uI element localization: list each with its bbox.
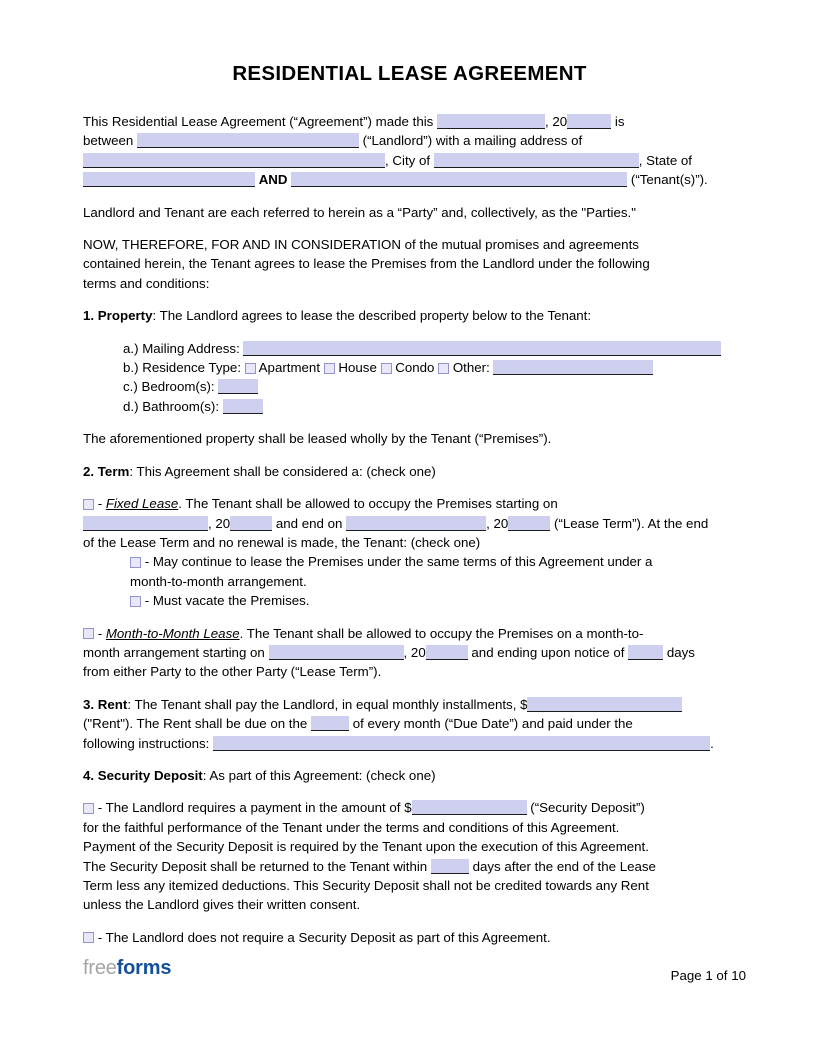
payment-instructions-field[interactable] <box>213 736 710 751</box>
text-run: - Must vacate the Premises. <box>141 593 310 609</box>
checkbox-apartment[interactable] <box>245 363 256 374</box>
month-to-month-option <box>83 624 736 682</box>
checkbox-house[interactable] <box>324 363 335 374</box>
text-run: contained herein, the Tenant agrees to lease the Premises from the Landlord under the following <box>83 256 650 272</box>
text-run: terms and conditions: <box>83 275 210 291</box>
state-field[interactable] <box>83 172 255 187</box>
text-run: , 20 <box>403 644 426 660</box>
text-line <box>83 254 736 273</box>
other-residence-type-field[interactable] <box>493 360 653 375</box>
section-2-term <box>83 462 736 481</box>
property-details-list <box>83 339 736 417</box>
text-run: Other: <box>449 360 494 376</box>
text-run: month arrangement starting on <box>83 644 269 660</box>
text-run: This Residential Lease Agreement (“Agreement”) made this <box>83 114 438 129</box>
text-run: 1. Property <box>83 308 153 324</box>
city-field[interactable] <box>434 153 639 168</box>
text-line <box>83 397 736 416</box>
agreement-day-field[interactable] <box>437 114 545 129</box>
text-run: 4. Security Deposit <box>83 767 203 783</box>
text-run: Payment of the Security Deposit is required by the Tenant upon the execution of this Agreement. <box>83 839 649 855</box>
text-line <box>83 714 736 733</box>
text-line <box>83 837 736 856</box>
text-line <box>83 170 736 189</box>
text-run: (“Landlord”) with a mailing address of <box>358 133 583 149</box>
text-run: d.) Bathroom(s): <box>123 398 223 414</box>
text-run: , 20 <box>208 515 231 531</box>
text-line <box>83 818 736 837</box>
fixed-start-year-field[interactable] <box>230 516 272 531</box>
text-run: : The Landlord agrees to lease the described property below to the Tenant: <box>152 308 592 324</box>
page-title: RESIDENTIAL LEASE AGREEMENT <box>232 62 587 85</box>
text-run: Landlord and Tenant are each referred to herein as a “Party” and, collectively, as the "Parties." <box>83 204 636 220</box>
footer <box>83 956 746 983</box>
text-run: (“Tenant(s)”). <box>627 172 708 188</box>
text-line <box>83 928 736 947</box>
text-line <box>83 895 736 914</box>
fixed-end-year-field[interactable] <box>508 516 550 531</box>
mailing-address-field[interactable] <box>243 341 721 356</box>
bedrooms-field[interactable] <box>218 379 258 394</box>
text-run: b.) Residence Type: <box>123 360 245 376</box>
text-line <box>83 131 736 150</box>
logo-free-text: free <box>83 957 117 979</box>
text-run: following instructions: <box>83 735 214 751</box>
text-run: Apartment <box>255 360 324 376</box>
text-run: days after the end of the Lease <box>468 858 656 874</box>
fixed-lease-option <box>83 494 736 610</box>
text-run: (“Security Deposit”) <box>526 800 645 816</box>
text-run: , State of <box>638 152 693 168</box>
text-run: - The Landlord requires a payment in the amount of $ <box>94 800 412 816</box>
text-line <box>83 462 736 481</box>
checkbox-fixed-lease[interactable] <box>83 499 94 510</box>
text-run: ("Rent"). The Rent shall be due on the <box>83 716 311 732</box>
text-line <box>83 662 736 681</box>
text-run: Term less any itemized deductions. This Security Deposit shall not be credited towards any Rent <box>83 878 649 893</box>
text-run: : The Tenant shall pay the Landlord, in equal monthly installments, $ <box>127 696 528 712</box>
text-line <box>83 876 736 895</box>
text-run: . The Tenant shall be allowed to occupy the Premises on a month-to- <box>239 625 644 641</box>
text-run: days <box>663 644 695 660</box>
text-line <box>83 235 736 254</box>
text-line <box>83 339 736 358</box>
text-run: , City of <box>385 152 434 168</box>
checkbox-no-deposit[interactable] <box>83 932 94 943</box>
text-run: - The Landlord does not require a Security Deposit as part of this Agreement. <box>94 929 551 945</box>
street-address-field[interactable] <box>83 153 385 168</box>
checkbox-deposit-required[interactable] <box>83 803 94 814</box>
text-run: AND <box>258 172 288 188</box>
text-line <box>83 734 736 753</box>
text-run: a.) Mailing Address: <box>123 340 244 356</box>
text-run: Condo <box>391 360 439 376</box>
text-run: House <box>334 360 381 376</box>
security-deposit-amount-field[interactable] <box>412 800 527 815</box>
text-run: , 20 <box>545 114 568 129</box>
document-body <box>83 112 736 947</box>
text-line <box>83 857 736 876</box>
text-line <box>83 151 736 170</box>
text-run: - <box>94 496 106 512</box>
text-line <box>83 514 736 533</box>
text-run: : As part of this Agreement: (check one) <box>202 767 436 783</box>
text-line <box>83 377 736 396</box>
text-run: - May continue to lease the Premises under the same terms of this Agreement under a <box>141 554 653 570</box>
termination-notice-days-field[interactable] <box>628 645 663 660</box>
text-run: NOW, THEREFORE, FOR AND IN CONSIDERATION of the mutual promises and agreements <box>83 237 639 253</box>
text-run: for the faithful performance of the Tenant under the terms and conditions of this Agreement. <box>83 819 620 835</box>
text-line <box>83 306 736 325</box>
intro-paragraph <box>83 112 736 190</box>
text-line <box>83 643 736 662</box>
text-run: and end on <box>272 515 347 531</box>
m2m-start-year-field[interactable] <box>426 645 468 660</box>
text-line <box>83 572 736 591</box>
text-line <box>83 591 736 610</box>
text-line <box>83 552 736 571</box>
logo-forms-text: forms <box>116 957 172 979</box>
consideration-paragraph <box>83 235 736 293</box>
text-run: The Security Deposit shall be returned to the Tenant within <box>83 858 431 874</box>
checkbox-may-continue[interactable] <box>130 557 141 568</box>
parties-paragraph <box>83 203 736 222</box>
text-run: 2. Term <box>83 463 130 479</box>
text-line <box>83 798 736 817</box>
text-run: unless the Landlord gives their written consent. <box>83 897 361 913</box>
page-number: Page 1 of 10 <box>670 968 746 983</box>
landlord-name-field[interactable] <box>137 133 359 148</box>
fixed-start-date-field[interactable] <box>83 516 208 531</box>
checkbox-other[interactable] <box>438 363 449 374</box>
text-line <box>83 695 736 714</box>
text-line <box>83 494 736 513</box>
checkbox-month-to-month-lease[interactable] <box>83 628 94 639</box>
rent-due-day-field[interactable] <box>311 716 349 731</box>
text-run: c.) Bedroom(s): <box>123 379 219 395</box>
tenant-names-field[interactable] <box>291 172 627 187</box>
text-run: : This Agreement shall be considered a: (check one) <box>129 463 436 479</box>
text-run: of the Lease Term and no renewal is made, the Tenant: (check one) <box>83 534 481 550</box>
premises-paragraph <box>83 429 736 448</box>
freeforms-logo <box>83 956 171 980</box>
text-run: and ending upon notice of <box>467 644 629 660</box>
section-4-security-deposit <box>83 766 736 785</box>
text-run: , 20 <box>486 515 509 531</box>
m2m-start-date-field[interactable] <box>269 645 404 660</box>
text-run: from either Party to the other Party (“Lease Term”). <box>83 664 382 680</box>
text-line <box>83 112 736 131</box>
checkbox-must-vacate[interactable] <box>130 596 141 607</box>
text-run: between <box>83 133 137 149</box>
text-line <box>83 203 736 222</box>
text-line <box>83 766 736 785</box>
text-run: . <box>710 735 714 751</box>
text-run: The aforementioned property shall be leased wholly by the Tenant (“Premises”). <box>83 431 552 447</box>
text-line <box>83 624 736 643</box>
no-security-deposit-option <box>83 928 736 947</box>
text-run: 3. Rent <box>83 696 128 712</box>
bathrooms-field[interactable] <box>223 399 263 414</box>
text-run: month-to-month arrangement. <box>130 573 307 589</box>
text-line <box>83 274 736 293</box>
text-run: (“Lease Term”). At the end <box>550 515 709 531</box>
text-run: of every month (“Due Date”) and paid under the <box>349 716 633 732</box>
text-run: Month-to-Month Lease <box>105 625 240 641</box>
fixed-end-date-field[interactable] <box>346 516 486 531</box>
text-line <box>83 358 736 377</box>
rent-amount-field[interactable] <box>527 697 682 712</box>
checkbox-condo[interactable] <box>381 363 392 374</box>
text-run: . The Tenant shall be allowed to occupy the Premises starting on <box>178 496 558 512</box>
agreement-year-field[interactable] <box>567 114 611 129</box>
security-deposit-required-option <box>83 798 736 914</box>
section-3-rent <box>83 695 736 753</box>
deposit-return-days-field[interactable] <box>431 859 469 874</box>
text-line <box>83 533 736 552</box>
section-1-property <box>83 306 736 325</box>
text-run: - <box>94 625 106 641</box>
text-run: Fixed Lease <box>105 496 179 512</box>
text-run: is <box>611 114 625 129</box>
text-line <box>83 429 736 448</box>
